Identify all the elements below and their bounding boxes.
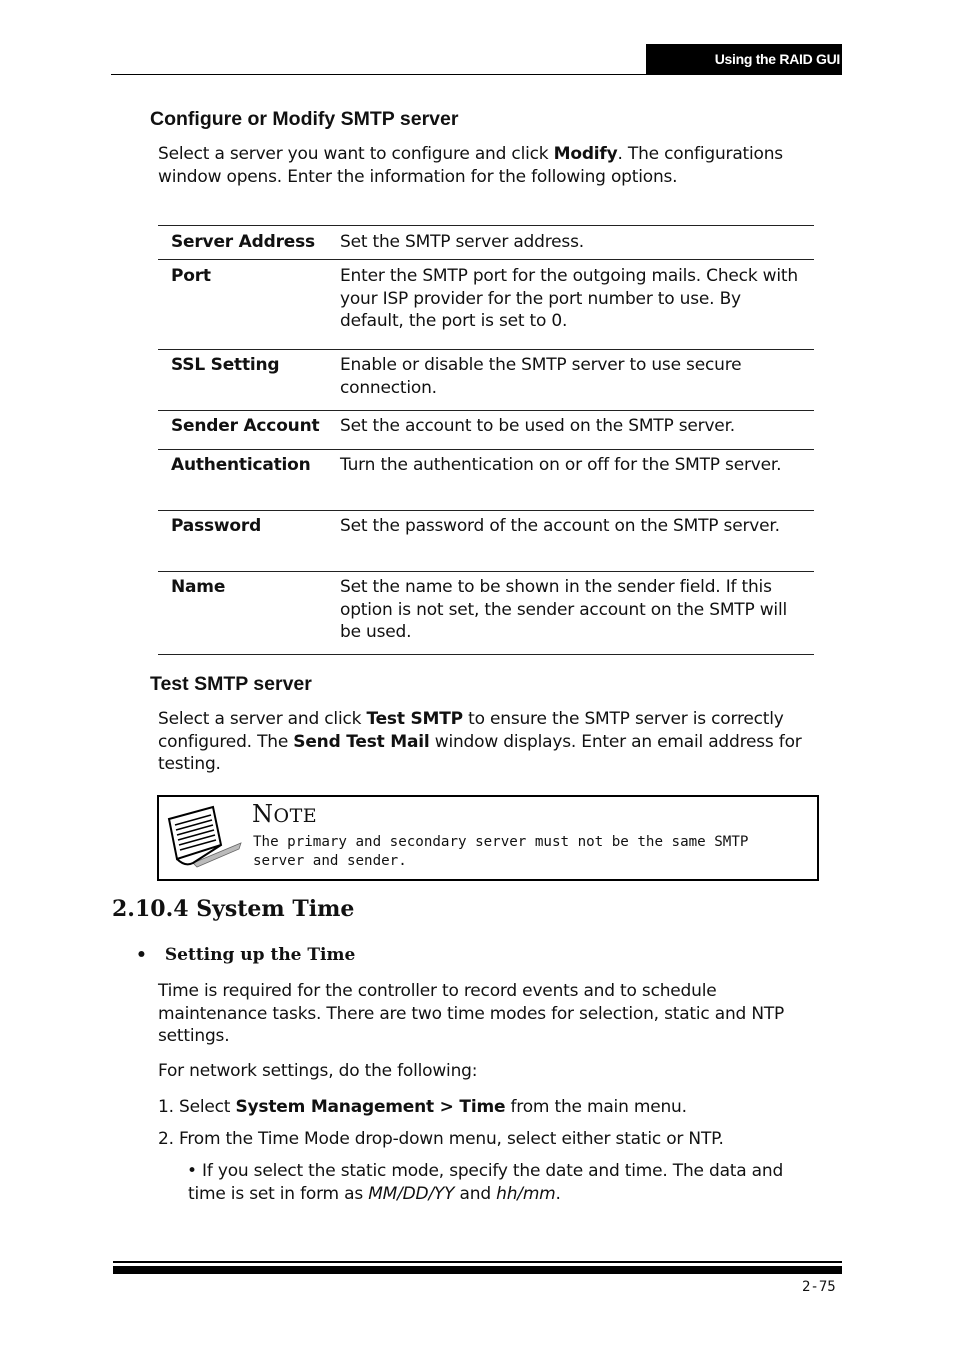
smtp-config-heading: Configure or Modify SMTP server	[150, 108, 459, 130]
option-desc: Set the SMTP server address.	[340, 232, 584, 252]
option-term: Server Address	[171, 232, 315, 252]
test-smtp-heading: Test SMTP server	[150, 673, 312, 695]
bullet-icon: •	[136, 945, 147, 965]
table-row	[158, 350, 814, 410]
table-row	[158, 226, 814, 259]
table-rule	[158, 654, 814, 655]
table-row	[158, 411, 814, 449]
table-row	[158, 572, 814, 654]
step-2: 2. From the Time Mode drop-down menu, select either static or NTP.	[158, 1129, 724, 1149]
network-paragraph: For network settings, do the following:	[158, 1061, 478, 1081]
option-term: Name	[171, 577, 226, 597]
footer-rule-thin	[113, 1261, 842, 1263]
table-row	[158, 511, 814, 571]
note-title: NOTE	[252, 800, 318, 828]
note-text: The primary and secondary server must not be the same SMTP server and sender.	[253, 834, 749, 869]
bullet-heading: • Setting up the Time	[136, 945, 356, 965]
option-term: SSL Setting	[171, 355, 280, 375]
footer-rule-thick	[113, 1266, 842, 1274]
option-term: Authentication	[171, 455, 311, 475]
smtp-options-table	[158, 225, 814, 655]
option-term: Sender Account	[171, 416, 320, 436]
note-paper-icon	[163, 805, 245, 869]
option-desc: Set the name to be shown in the sender field. If this option is not set, the sender account on the SMTP will be used.	[340, 577, 787, 642]
step-1: 1. Select System Management > Time from the main menu.	[158, 1097, 687, 1117]
page-number: 2-75	[802, 1279, 836, 1295]
section-heading: 2.10.4 System Time	[112, 896, 355, 922]
option-desc: Enter the SMTP port for the outgoing mails. Check with your ISP provider for the port number to use. By default, the port is set to 0.	[340, 266, 798, 331]
running-header-tab: Using the RAID GUI	[646, 44, 842, 75]
option-term: Password	[171, 516, 262, 536]
table-row	[158, 260, 814, 349]
time-paragraph: Time is required for the controller to record events and to schedule maintenance tasks. There are two time modes for selection, static and NTP settings.	[158, 981, 785, 1046]
option-desc: Set the account to be used on the SMTP server.	[340, 416, 735, 436]
header-rule	[111, 74, 842, 75]
option-desc: Turn the authentication on or off for the SMTP server.	[340, 455, 782, 475]
test-smtp-paragraph: Select a server and click Test SMTP to ensure the SMTP server is correctly configured. The Send Test Mail window displays. Enter an email address for testing.	[158, 709, 802, 774]
step-2-subitem: • If you select the static mode, specify the date and time. The data and time is set in form as MM/DD/YY and hh/mm.	[187, 1161, 784, 1204]
option-desc: Enable or disable the SMTP server to use secure connection.	[340, 355, 742, 398]
option-term: Port	[171, 266, 211, 286]
option-desc: Set the password of the account on the SMTP server.	[340, 516, 780, 536]
smtp-config-intro: Select a server you want to configure and click Modify. The configurations window opens. Enter the information for the following options.	[158, 144, 783, 187]
table-row	[158, 450, 814, 510]
